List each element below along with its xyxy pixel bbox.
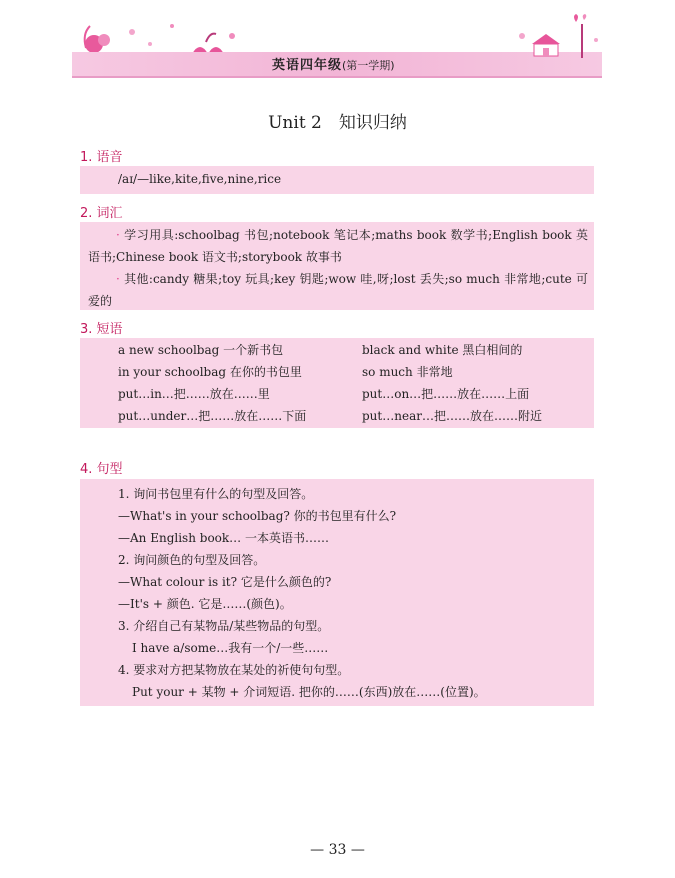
sentence-heading: 3. 介绍自己有某物品/某些物品的句型。 [118,619,330,633]
sentence-line: I have a/some…我有一个/一些…… [132,641,329,655]
sentence-heading: 2. 询问颜色的句型及回答。 [118,553,266,567]
house-decoration-icon [492,14,602,76]
section-vocabulary-label: 2. 词汇 [80,206,123,221]
sentences-box [80,479,594,706]
sentence-heading: 4. 要求对方把某物放在某处的祈使句句型。 [118,663,350,677]
vocabulary-school-things [88,224,588,268]
unit-title: Unit 2 知识归纳 [268,113,407,133]
pronunciation-line: /aɪ/—like,kite,five,nine,rice [118,172,282,186]
section-sentences-label: 4. 句型 [80,462,123,477]
book-title-text: 英语四年级 [272,58,343,73]
vocabulary-box [80,222,594,310]
sentence-line: Put your + 某物 + 介词短语. 把你的……(东西)放在……(位置)。 [132,685,486,699]
section-phrases-label: 3. 短语 [80,322,123,337]
pronunciation-box [80,166,594,194]
book-title [272,54,395,73]
sentence-heading: 1. 询问书包里有什么的句型及回答。 [118,487,314,501]
phrase-item: black and white 黑白相间的 [362,343,523,357]
phrase-item: so much 非常地 [362,365,453,379]
vocabulary-others [88,268,588,312]
phrase-item: put…in…把……放在……里 [118,387,270,401]
page-number: — 33 — [310,842,365,858]
book-subtitle: (第一学期) [342,59,395,72]
vocabulary-p2-text: 其他:candy 糖果;toy 玩具;key 钥匙;wow 哇,呀;lost 丢失;so much 非常地;cute 可爱的 [88,272,588,308]
section-pronunciation-label: 1. 语音 [80,150,123,165]
sentence-line: —What colour is it? 它是什么颜色的? [118,575,332,589]
page-header [72,14,602,77]
phrases-box [80,338,594,428]
phrase-item: a new schoolbag 一个新书包 [118,343,284,357]
phrase-item: put…under…把……放在……下面 [118,409,307,423]
phrase-item: put…on…把……放在……上面 [362,387,530,401]
phrase-item: in your schoolbag 在你的书包里 [118,365,302,379]
sentence-line: —What's in your schoolbag? 你的书包里有什么? [118,509,397,523]
sentence-line: —It's + 颜色. 它是……(颜色)。 [118,597,292,611]
vocabulary-p1-text: 学习用具:schoolbag 书包;notebook 笔记本;maths book 数学书;English book 英语书;Chinese book 语文书;storybook 故事书 [88,228,588,264]
phrase-item: put…near…把……放在……附近 [362,409,542,423]
bullet-icon: · [116,272,120,286]
bullet-icon: · [116,228,120,242]
sentence-line: —An English book… 一本英语书…… [118,531,329,545]
